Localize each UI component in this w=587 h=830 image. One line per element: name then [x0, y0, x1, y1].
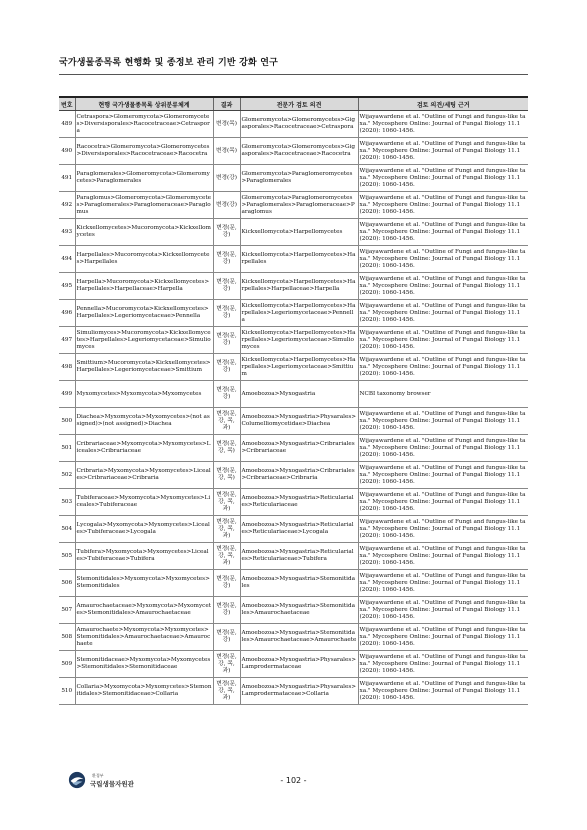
table-row: [59, 516, 528, 543]
table-row: [59, 462, 528, 489]
footer-ministry-label: 환경부: [92, 773, 104, 778]
review-basis: Wijayawardene et al. "Outline of Fungi and fungus-like taxa." Mycosphere Online: Journal of Fungal Biology 11.1 (2020): 1060-1456.: [358, 300, 528, 327]
review-result: 변경(문, 강): [213, 219, 240, 246]
review-basis: Wijayawardene et al. "Outline of Fungi and fungus-like taxa." Mycosphere Online: Journal of Fungal Biology 11.1 (2020): 1060-1456.: [358, 543, 528, 570]
expert-opinion: Amoebozoa>Myxogastria>Reticulariales>Reticulariaceae>Lycogala: [240, 516, 358, 543]
expert-opinion: Amoebozoa>Myxogastria>Cribrariales>Cribrariaceae: [240, 435, 358, 462]
review-basis: Wijayawardene et al. "Outline of Fungi and fungus-like taxa." Mycosphere Online: Journal of Fungal Biology 11.1 (2020): 1060-1456.: [358, 192, 528, 219]
table-row: [59, 543, 528, 570]
review-basis: Wijayawardene et al. "Outline of Fungi and fungus-like taxa." Mycosphere Online: Journal of Fungal Biology 11.1 (2020): 1060-1456.: [358, 597, 528, 624]
current-classification: Cetraspora>Glomeromycota>Glomeromycetes>Diversisporales>Racocetraceae>Cetraspora: [75, 111, 213, 138]
expert-opinion: Kickxellomycota>Harpellomycetes>Harpellales>Legeriomycetaceae>Smittium: [240, 354, 358, 381]
current-classification: Smittium>Mucoromycota>Kickxellomycetes>Harpellales>Legeriomycetaceae>Smittium: [75, 354, 213, 381]
review-result: 변경(문, 강, 목): [213, 462, 240, 489]
table-row: [59, 651, 528, 678]
header-divider: [59, 74, 528, 75]
table-row: [59, 327, 528, 354]
row-number: 503: [59, 489, 75, 516]
table-row: [59, 489, 528, 516]
current-classification: Lycogala>Myxomycota>Myxomycetes>Liceales>Tubiferaceae>Lycogala: [75, 516, 213, 543]
expert-opinion: Kickxellomycota>Harpellomycetes>Harpellales>Legeriomycetaceae>Pennella: [240, 300, 358, 327]
review-basis: Wijayawardene et al. "Outline of Fungi and fungus-like taxa." Mycosphere Online: Journal of Fungal Biology 11.1 (2020): 1060-1456.: [358, 354, 528, 381]
review-basis: Wijayawardene et al. "Outline of Fungi and fungus-like taxa." Mycosphere Online: Journal of Fungal Biology 11.1 (2020): 1060-1456.: [358, 462, 528, 489]
footer-org-name: 국립생물자원관: [90, 780, 134, 788]
table-row: [59, 192, 528, 219]
row-number: 502: [59, 462, 75, 489]
current-classification: Paraglomus>Glomeromycota>Glomeromycetes>Paraglomerales>Paraglomeraceae>Paraglomus: [75, 192, 213, 219]
review-result: 변경(문, 강, 목, 과): [213, 489, 240, 516]
review-result: 변경(문, 강): [213, 570, 240, 597]
review-basis: Wijayawardene et al. "Outline of Fungi and fungus-like taxa." Mycosphere Online: Journal of Fungal Biology 11.1 (2020): 1060-1456.: [358, 111, 528, 138]
review-basis: Wijayawardene et al. "Outline of Fungi and fungus-like taxa." Mycosphere Online: Journal of Fungal Biology 11.1 (2020): 1060-1456.: [358, 516, 528, 543]
table-row: [59, 597, 528, 624]
review-basis: Wijayawardene et al. "Outline of Fungi and fungus-like taxa." Mycosphere Online: Journal of Fungal Biology 11.1 (2020): 1060-1456.: [358, 138, 528, 165]
review-result: 변경(문, 강): [213, 327, 240, 354]
current-classification: Tubifera>Myxomycota>Myxomycetes>Liceales>Tubiferaceae>Tubifera: [75, 543, 213, 570]
row-number: 490: [59, 138, 75, 165]
row-number: 509: [59, 651, 75, 678]
expert-opinion: Amoebozoa>Myxogastria>Cribrariales>Cribrariaceae>Cribraria: [240, 462, 358, 489]
review-result: 변경(문, 강, 목): [213, 435, 240, 462]
row-number: 507: [59, 597, 75, 624]
current-classification: Simuliomyces>Mucoromycota>Kickxellomycetes>Harpellales>Legeriomycetaceae>Simuliomyces: [75, 327, 213, 354]
review-basis: Wijayawardene et al. "Outline of Fungi and fungus-like taxa." Mycosphere Online: Journal of Fungal Biology 11.1 (2020): 1060-1456.: [358, 408, 528, 435]
review-basis: Wijayawardene et al. "Outline of Fungi and fungus-like taxa." Mycosphere Online: Journal of Fungal Biology 11.1 (2020): 1060-1456.: [358, 624, 528, 651]
table-row: [59, 273, 528, 300]
table-row: [59, 435, 528, 462]
review-result: 변경(강): [213, 165, 240, 192]
row-number: 492: [59, 192, 75, 219]
review-basis: NCBI taxonomy browser: [358, 381, 528, 408]
table-row: [59, 111, 528, 138]
expert-opinion: Amoebozoa>Myxogastria>Physarales>Lamprodermataceae: [240, 651, 358, 678]
row-number: 505: [59, 543, 75, 570]
review-basis: Wijayawardene et al. "Outline of Fungi and fungus-like taxa." Mycosphere Online: Journal of Fungal Biology 11.1 (2020): 1060-1456.: [358, 246, 528, 273]
review-result: 변경(문, 강, 목, 과): [213, 543, 240, 570]
expert-opinion: Amoebozoa>Myxogastria>Reticulariales>Reticulariaceae: [240, 489, 358, 516]
table-row: [59, 219, 528, 246]
column-header: 검토 의견/세팅 근거: [358, 97, 528, 111]
review-result: 변경(문, 강): [213, 597, 240, 624]
column-header: 전문가 검토 의견: [240, 97, 358, 111]
review-result: 변경(문, 강): [213, 246, 240, 273]
row-number: 497: [59, 327, 75, 354]
row-number: 506: [59, 570, 75, 597]
table-row: [59, 624, 528, 651]
expert-opinion: Amoebozoa>Myxogastria>Physarales>Lamprodermataceae>Collaria: [240, 678, 358, 705]
expert-opinion: Kickxellomycota>Harpellomycetes: [240, 219, 358, 246]
review-basis: Wijayawardene et al. "Outline of Fungi and fungus-like taxa." Mycosphere Online: Journal of Fungal Biology 11.1 (2020): 1060-1456.: [358, 489, 528, 516]
column-header: 결과: [213, 97, 240, 111]
review-result: 변경(문, 강, 목, 과): [213, 678, 240, 705]
page-header-title: 국가생물종목록 현행화 및 종정보 관리 기반 강화 연구: [59, 58, 279, 68]
current-classification: Harpellales>Mucoromycota>Kickxellomycetes>Harpellales: [75, 246, 213, 273]
review-result: 변경(강): [213, 192, 240, 219]
current-classification: Amaurochaete>Myxomycota>Myxomycetes>Stemonitidales>Amaurochaetaceae>Amaurochaete: [75, 624, 213, 651]
current-classification: Stemonitidales>Myxomycota>Myxomycetes>Stemonitidales: [75, 570, 213, 597]
expert-opinion: Amoebozoa>Myxogastria>Stemonitidales>Amaurochaetaceae: [240, 597, 358, 624]
row-number: 494: [59, 246, 75, 273]
expert-opinion: Glomeromycota>Glomeromycetes>Gigasporales>Racocetraceae>Cetraspora: [240, 111, 358, 138]
review-result: 변경(목): [213, 138, 240, 165]
current-classification: Collaria>Myxomycota>Myxomycetes>Stemonitidales>Stemonitidaceae>Collaria: [75, 678, 213, 705]
table-row: [59, 246, 528, 273]
table-row: [59, 138, 528, 165]
review-result: 변경(문, 강): [213, 300, 240, 327]
review-result: 변경(목): [213, 111, 240, 138]
review-result: 변경(문, 강, 목, 과): [213, 408, 240, 435]
review-basis: Wijayawardene et al. "Outline of Fungi and fungus-like taxa." Mycosphere Online: Journal of Fungal Biology 11.1 (2020): 1060-1456.: [358, 570, 528, 597]
expert-opinion: Kickxellomycota>Harpellomycetes>Harpellales: [240, 246, 358, 273]
row-number: 491: [59, 165, 75, 192]
table-body: [59, 111, 528, 705]
row-number: 495: [59, 273, 75, 300]
expert-opinion: Glomeromycota>Paraglomeromycetes>Paraglomerales>Paraglomeraceae>Paraglomus: [240, 192, 358, 219]
review-basis: Wijayawardene et al. "Outline of Fungi and fungus-like taxa." Mycosphere Online: Journal of Fungal Biology 11.1 (2020): 1060-1456.: [358, 678, 528, 705]
current-classification: Pennella>Mucoromycota>Kickxellomycetes>Harpellales>Legeriomycetaceae>Pennella: [75, 300, 213, 327]
expert-opinion: Amoebozoa>Myxogastria>Stemonitidales: [240, 570, 358, 597]
table-row: [59, 354, 528, 381]
row-number: 489: [59, 111, 75, 138]
expert-opinion: Kickxellomycota>Harpellomycetes>Harpellales>Harpellaceae>Harpella: [240, 273, 358, 300]
expert-opinion: Glomeromycota>Glomeromycetes>Gigasporales>Racocetraceae>Racocetra: [240, 138, 358, 165]
table-row: [59, 300, 528, 327]
current-classification: Amaurochaetaceae>Myxomycota>Myxomycetes>Stemonitidales>Amaurochaetaceae: [75, 597, 213, 624]
current-classification: Paraglomerales>Glomeromycota>Glomeromycetes>Paraglomerales: [75, 165, 213, 192]
current-classification: Myxomycetes>Myxomycota>Myxomycetes: [75, 381, 213, 408]
expert-opinion: Amoebozoa>Myxogastria: [240, 381, 358, 408]
row-number: 493: [59, 219, 75, 246]
table-header-row: [59, 97, 528, 111]
page-number: - 102 -: [280, 776, 307, 785]
table-row: [59, 678, 528, 705]
review-basis: Wijayawardene et al. "Outline of Fungi and fungus-like taxa." Mycosphere Online: Journal of Fungal Biology 11.1 (2020): 1060-1456.: [358, 435, 528, 462]
current-classification: Cribrariaceae>Myxomycota>Myxomycetes>Liceales>Cribrariaceae: [75, 435, 213, 462]
review-result: 변경(문, 강): [213, 354, 240, 381]
expert-opinion: Amoebozoa>Myxogastria>Physarales>Columelliomycetidae>Diachea: [240, 408, 358, 435]
current-classification: Diachea>Myxomycota>Myxomycetes>(not assigned)>(not assigned)>Diachea: [75, 408, 213, 435]
review-result: 변경(문, 강, 목, 과): [213, 651, 240, 678]
table-row: [59, 381, 528, 408]
column-header: 현행 국가생물종목록 상위분류체계: [75, 97, 213, 111]
row-number: 499: [59, 381, 75, 408]
review-basis: Wijayawardene et al. "Outline of Fungi and fungus-like taxa." Mycosphere Online: Journal of Fungal Biology 11.1 (2020): 1060-1456.: [358, 219, 528, 246]
expert-opinion: Kickxellomycota>Harpellomycetes>Harpellales>Legeriomycetaceae>Simuliomyces: [240, 327, 358, 354]
expert-opinion: Glomeromycota>Paraglomeromycetes>Paraglomerales: [240, 165, 358, 192]
current-classification: Kickxellomycetes>Mucoromycota>Kickxellomycetes: [75, 219, 213, 246]
review-basis: Wijayawardene et al. "Outline of Fungi and fungus-like taxa." Mycosphere Online: Journal of Fungal Biology 11.1 (2020): 1060-1456.: [358, 273, 528, 300]
table-row: [59, 570, 528, 597]
review-basis: Wijayawardene et al. "Outline of Fungi and fungus-like taxa." Mycosphere Online: Journal of Fungal Biology 11.1 (2020): 1060-1456.: [358, 165, 528, 192]
row-number: 501: [59, 435, 75, 462]
expert-opinion: Amoebozoa>Myxogastria>Reticulariales>Reticulariaceae>Tubifera: [240, 543, 358, 570]
table-row: [59, 165, 528, 192]
current-classification: Stemonitidaceae>Myxomycota>Myxomycetes>Stemonitidales>Stemonitidaceae: [75, 651, 213, 678]
current-classification: Cribraria>Myxomycota>Myxomycetes>Liceales>Cribrariaceae>Cribraria: [75, 462, 213, 489]
row-number: 496: [59, 300, 75, 327]
row-number: 500: [59, 408, 75, 435]
taxonomy-table: [59, 96, 528, 705]
current-classification: Tubiferaceae>Myxomycota>Myxomycetes>Liceales>Tubiferaceae: [75, 489, 213, 516]
review-result: 변경(문, 강): [213, 624, 240, 651]
row-number: 508: [59, 624, 75, 651]
review-result: 변경(문, 강, 목, 과): [213, 516, 240, 543]
current-classification: Racocetra>Glomeromycota>Glomeromycetes>Diversisporales>Racocetraceae>Racocetra: [75, 138, 213, 165]
column-header: 번호: [59, 97, 75, 111]
row-number: 504: [59, 516, 75, 543]
review-basis: Wijayawardene et al. "Outline of Fungi and fungus-like taxa." Mycosphere Online: Journal of Fungal Biology 11.1 (2020): 1060-1456.: [358, 327, 528, 354]
review-basis: Wijayawardene et al. "Outline of Fungi and fungus-like taxa." Mycosphere Online: Journal of Fungal Biology 11.1 (2020): 1060-1456.: [358, 651, 528, 678]
review-result: 변경(문, 강): [213, 381, 240, 408]
row-number: 510: [59, 678, 75, 705]
expert-opinion: Amoebozoa>Myxogastria>Stemonitidales>Amaurochaetaceae>Amaurochaete: [240, 624, 358, 651]
review-result: 변경(문, 강): [213, 273, 240, 300]
current-classification: Harpella>Mucoromycota>Kickxellomycetes>Harpellales>Harpellaceae>Harpella: [75, 273, 213, 300]
row-number: 498: [59, 354, 75, 381]
table-row: [59, 408, 528, 435]
